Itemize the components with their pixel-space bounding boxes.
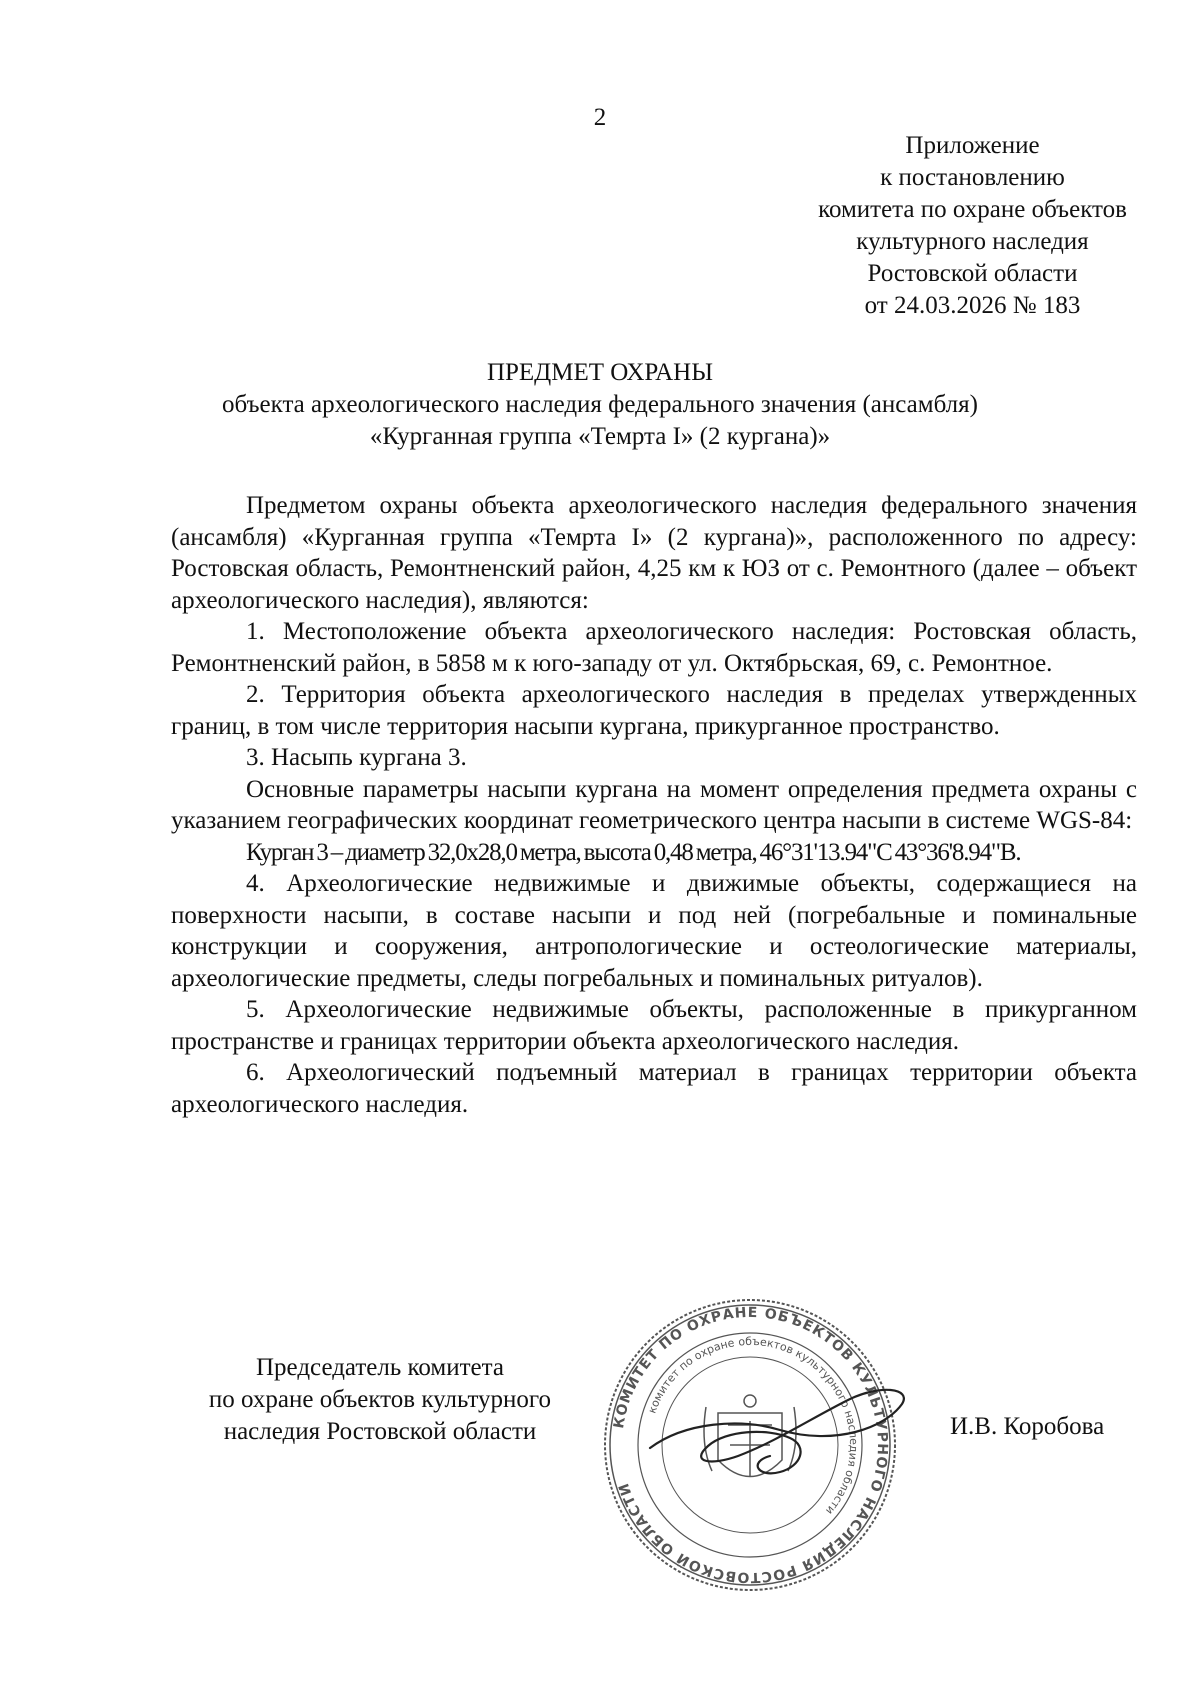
body-paragraph: 4. Археологические недвижимые и движимые объекты, содержащиеся на поверхности насыпи, в составе насыпи и под ней (погребальные и поминальные конструкции и сооружения, антропологические и остеологические материалы, археологические предметы, следы погребальных и поминальных ритуалов). bbox=[171, 870, 1137, 992]
appendix-line: к постановлению bbox=[880, 164, 1065, 191]
appendix-line: комитета по охране объектов bbox=[818, 196, 1127, 223]
appendix-line: от 24.03.2026 № 183 bbox=[864, 292, 1081, 319]
signatory-position-line: по охране объектов культурного bbox=[208, 1386, 552, 1413]
appendix-line: культурного наследия bbox=[856, 228, 1089, 255]
appendix-header bbox=[735, 130, 1200, 322]
appendix-line: Приложение bbox=[905, 132, 1040, 159]
title-subtitle-line: «Курганная группа «Темрта I» (2 кургана)» bbox=[369, 423, 831, 450]
document-title bbox=[0, 357, 1200, 453]
seal-inner-text-path: комитет по охране объектов культурного наследия области bbox=[645, 1334, 861, 1518]
body-paragraph: Предметом охраны объекта археологического наследия федерального значения (ансамбля) «Курганная группа «Темрта I» (2 кургана)», расположенного по адресу: Ростовская область, Ремонтненский район, 4,25 км к ЮЗ от с. Ремонтного (далее – объект археологического наследия), являются: bbox=[171, 492, 1137, 614]
title-subtitle-line: объекта археологического наследия федерального значения (ансамбля) bbox=[222, 391, 978, 418]
page-number: 2 bbox=[593, 104, 607, 131]
signatory-position bbox=[160, 1352, 600, 1448]
body-paragraph: 1. Местоположение объекта археологического наследия: Ростовская область, Ремонтненский район, в 5858 м к юго-западу от ул. Октябрьская, 69, с. Ремонтное. bbox=[171, 618, 1137, 677]
signatory-position-line: наследия Ростовской области bbox=[223, 1418, 537, 1445]
body-paragraph: Основные параметры насыпи кургана на момент определения предмета охраны с указанием географических координат геометрического центра насыпи в системе WGS-84: bbox=[171, 775, 1137, 834]
kurgan-coordinates: Курган 3 – диаметр 32,0х28,0 метра, высота 0,48 метра, 46°31'13.94"С 43°36'8.94"В. bbox=[246, 838, 1021, 866]
signatory-name: И.В. Коробова bbox=[950, 1413, 1105, 1440]
body-paragraph: 2. Территория объекта археологического наследия в пределах утвержденных границ, в том числе территория насыпи кургана, прикурганное пространство. bbox=[171, 681, 1137, 740]
title-heading: ПРЕДМЕТ ОХРАНЫ bbox=[486, 359, 714, 386]
seal-outer-text-path: КОМИТЕТ ПО ОХРАНЕ ОБЪЕКТОВ КУЛЬТУРНОГО НАСЛЕДИЯ РОСТОВСКОЙ ОБЛАСТИ bbox=[611, 1304, 891, 1586]
body-paragraph: 6. Археологический подъемный материал в границах территории объекта археологического наследия. bbox=[171, 1059, 1137, 1118]
signatory-position-line: Председатель комитета bbox=[256, 1354, 504, 1381]
body-paragraph: 5. Археологические недвижимые объекты, расположенные в прикурганном пространстве и границах территории объекта археологического наследия. bbox=[171, 996, 1137, 1055]
handwritten-signature bbox=[630, 1370, 930, 1500]
document-body bbox=[171, 490, 1137, 1120]
body-paragraph: 3. Насыпь кургана 3. bbox=[246, 744, 467, 771]
appendix-line: Ростовской области bbox=[867, 260, 1078, 287]
